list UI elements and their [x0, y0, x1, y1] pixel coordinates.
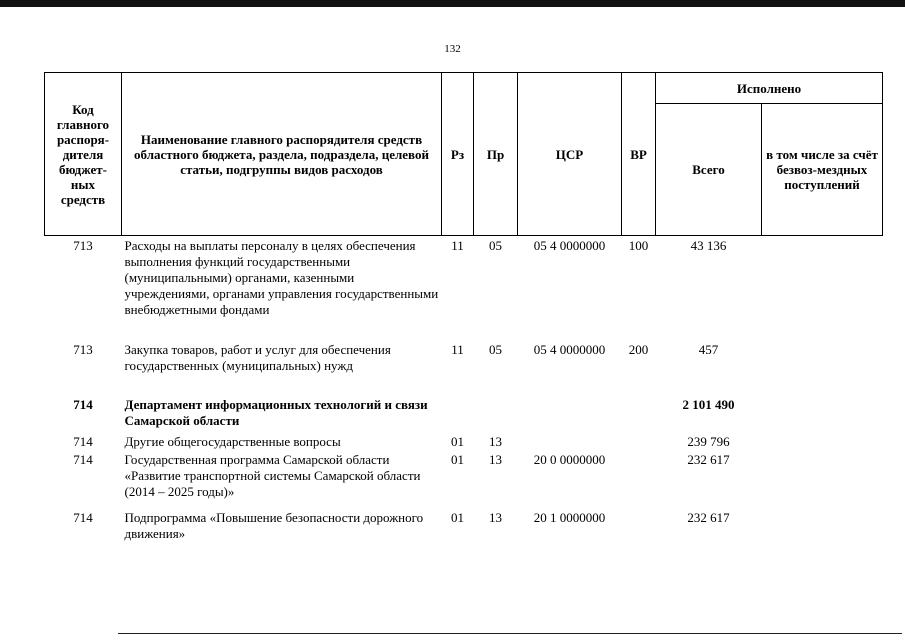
row-csr: 05 4 0000000 — [533, 342, 606, 357]
row-code: 714 — [73, 397, 93, 412]
header-name: Наименование главного распорядителя средств областного бюджета, раздела, подраздела, целевой статьи, подгруппы видов расходов — [122, 73, 442, 236]
row-free — [762, 342, 883, 397]
scan-bottom-line — [118, 633, 902, 634]
header-executed: Исполнено — [656, 73, 883, 104]
scan-top-border — [0, 0, 905, 7]
row-pr: 05 — [489, 238, 502, 253]
row-vr — [622, 434, 656, 452]
row-code: 714 — [73, 452, 93, 467]
row-total: 232 617 — [687, 452, 730, 467]
row-total: 232 617 — [687, 510, 730, 525]
row-pr: 13 — [489, 510, 502, 525]
row-name: Расходы на выплаты персоналу в целях обеспечения выполнения функций государственными (муниципальными) органами, казенными учреждениями, органами управления государственными внебюджетными фондами — [124, 238, 439, 317]
row-free — [762, 236, 883, 343]
budget-table — [44, 72, 883, 546]
header-total: Всего — [656, 104, 762, 236]
header-code: Код главного распоря-дителя бюджет-ных средств — [45, 73, 122, 236]
row-name: Другие общегосударственные вопросы — [124, 434, 341, 449]
row-rz: 11 — [451, 342, 464, 357]
row-code: 713 — [73, 342, 93, 357]
table-row — [45, 397, 883, 434]
row-vr: 100 — [628, 238, 649, 253]
row-vr — [622, 510, 656, 546]
row-total: 2 101 490 — [682, 397, 735, 412]
header-vr: ВР — [622, 73, 656, 236]
row-code: 713 — [73, 238, 93, 253]
row-name: Государственная программа Самарской области «Развитие транспортной системы Самарской области (2014 – 2025 годы)» — [124, 452, 421, 499]
table-row — [45, 236, 883, 343]
table-row — [45, 452, 883, 510]
row-name: Закупка товаров, работ и услуг для обеспечения государственных (муниципальных) нужд — [124, 342, 391, 373]
row-rz — [442, 397, 474, 434]
row-rz: 01 — [451, 434, 464, 449]
row-free — [762, 434, 883, 452]
row-csr — [518, 434, 622, 452]
header-csr: ЦСР — [518, 73, 622, 236]
row-vr — [622, 452, 656, 510]
row-free — [762, 397, 883, 434]
row-total: 43 136 — [690, 238, 727, 253]
row-csr: 20 0 0000000 — [533, 452, 606, 467]
table-row — [45, 434, 883, 452]
row-free — [762, 452, 883, 510]
header-rz: Рз — [442, 73, 474, 236]
row-rz: 11 — [451, 238, 464, 253]
row-name: Подпрограмма «Повышение безопасности дорожного движения» — [124, 510, 424, 541]
row-name: Департамент информационных технологий и связи Самарской области — [124, 397, 428, 428]
row-pr — [474, 397, 518, 434]
row-vr: 200 — [628, 342, 649, 357]
row-code: 714 — [73, 510, 93, 525]
row-pr: 05 — [489, 342, 502, 357]
row-code: 714 — [73, 434, 93, 449]
table-row — [45, 510, 883, 546]
page-number: 132 — [444, 43, 461, 55]
row-pr: 13 — [489, 452, 502, 467]
row-free — [762, 510, 883, 546]
row-pr: 13 — [489, 434, 502, 449]
row-csr: 05 4 0000000 — [533, 238, 606, 253]
row-vr — [622, 397, 656, 434]
row-rz: 01 — [451, 510, 464, 525]
row-rz: 01 — [451, 452, 464, 467]
header-pr: Пр — [474, 73, 518, 236]
table-row — [45, 342, 883, 397]
row-csr: 20 1 0000000 — [533, 510, 606, 525]
row-total: 239 796 — [687, 434, 730, 449]
header-free-receipts: в том числе за счёт безвоз-мездных поступлений — [762, 104, 883, 236]
row-csr — [518, 397, 622, 434]
row-total: 457 — [698, 342, 719, 357]
